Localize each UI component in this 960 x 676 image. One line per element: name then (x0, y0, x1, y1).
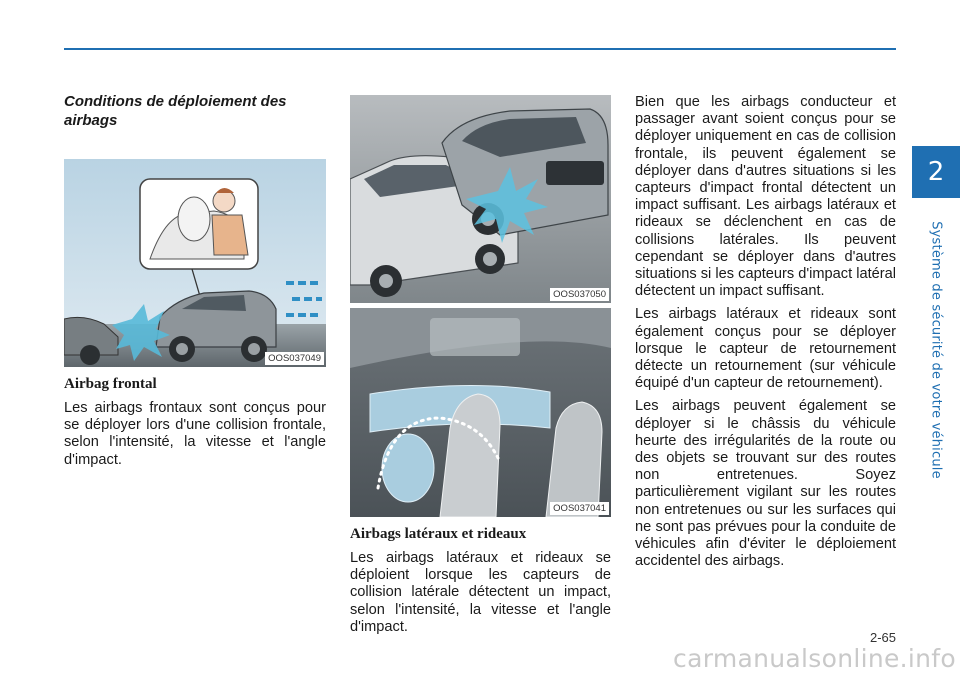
page-number: 2-65 (869, 630, 896, 645)
column-left (64, 92, 326, 475)
column-right (635, 94, 896, 576)
paragraph-rollover-sensor: Les airbags latéraux et rideaux sont également conçus pour se déployer lorsque le capteur de retournement détecte un retournement (sur véhicule équipé d'un capteur de retournement). (635, 306, 896, 392)
chapter-title-text: Système de sécurité de votre véhicule (928, 221, 944, 479)
subheading-frontal-airbag: Airbag frontal (64, 376, 157, 392)
watermark-text: carmanualsonline.info (673, 644, 956, 673)
frontal-collision-image (64, 159, 326, 367)
subheading-side-curtain-airbags: Airbags latéraux et rideaux (350, 526, 527, 542)
paragraph-frontal-airbag: Les airbags frontaux sont conçus pour se déployer lors d'une collision frontale, selon l'intensité, la vitesse et l'angle d'impact. (64, 400, 326, 468)
paragraph-road-irregularities: Les airbags peuvent également se déployer si le châssis du véhicule heurte des irrégularités de la route ou des objets se trouvant sur des routes non entretenues. Soyez particulièrement vigilant sur les routes non entretenues ou sur les surfaces qui ne sont pas prévues pour la conduite de véhicules afin d'éviter le déploiement accidentel des airbags. (635, 398, 896, 570)
header-rule (64, 48, 896, 50)
curtain-airbag-image (350, 308, 611, 517)
paragraph-deployment-conditions: Bien que les airbags conducteur et passager avant soient conçus pour se déployer uniquement en cas de collision frontale, ils peuvent également se déployer dans d'autres situations si les capteurs d'impact frontal détectent un impact suffisant. Les airbags latéraux et rideaux se déclenchent en cas de collisions latérales. Ils peuvent cependant se déployer dans d'autres situations si les capteurs d'impact latéral détectent un impact suffisant. (635, 94, 896, 300)
figure-code: OOS037050 (550, 288, 609, 301)
side-collision-illustration (350, 95, 611, 303)
side-collision-image (350, 95, 611, 303)
figure-code: OOS037041 (550, 502, 609, 515)
curtain-airbag-illustration (350, 308, 611, 517)
section-heading: Conditions de déploiement des airbags (64, 93, 287, 129)
chapter-number-tab[interactable]: 2 (912, 146, 960, 198)
column-middle (350, 95, 611, 642)
figure-code: OOS037049 (265, 352, 324, 365)
frontal-airbag-illustration (64, 159, 326, 367)
paragraph-side-curtain-airbags: Les airbags latéraux et rideaux se déploient lorsque les capteurs de collision latérale détectent un impact, selon l'intensité, la vitesse et l'angle d'impact. (350, 550, 611, 635)
